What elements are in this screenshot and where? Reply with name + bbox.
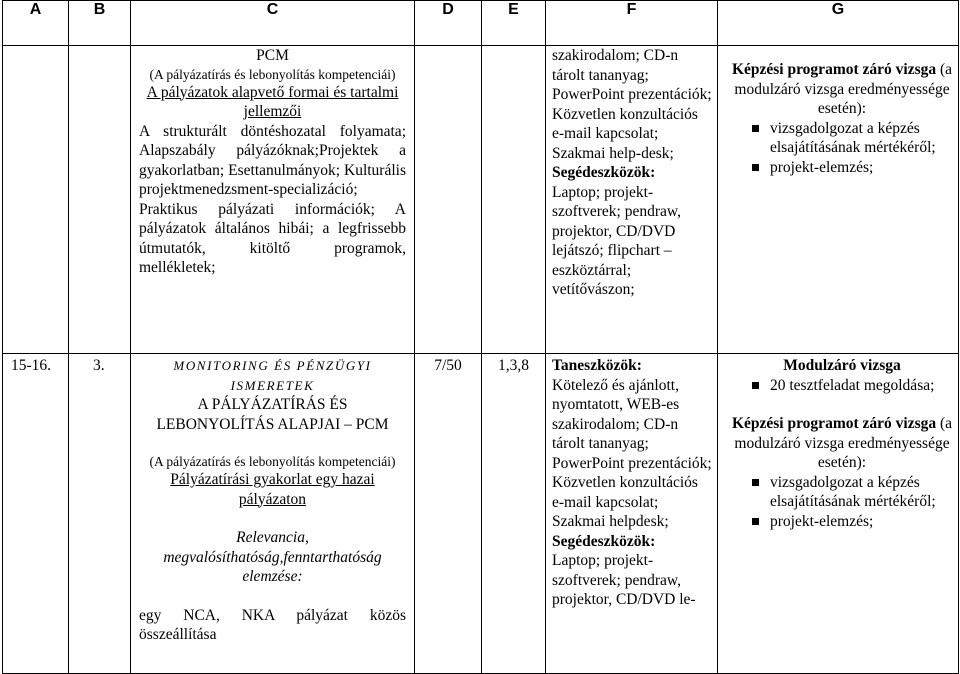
final-exam-condition: (a modulzáró vizsga eredményessége esetén): bbox=[734, 61, 953, 117]
column-header-d: D bbox=[415, 1, 482, 46]
aids-text: Laptop; projekt-szoftverek; pendraw, projektor, CD/DVD lejátszó; flipchart – eszköztárral; vetítővászon; bbox=[552, 183, 681, 298]
tools-text: szakirodalom; CD-n tárolt tananyag; PowerPoint prezentációk; Közvetlen konzultációs e-mail kapcsolat; Szakmai help-desk; bbox=[552, 47, 712, 162]
header-row bbox=[3, 1, 959, 46]
final-exam-list bbox=[726, 473, 958, 532]
topic-body: egy NCA, NKA pályázat közös összeállítása bbox=[139, 606, 406, 643]
column-header-g: G bbox=[718, 1, 959, 46]
final-exam-list bbox=[726, 119, 958, 178]
cell-b2 bbox=[69, 354, 131, 674]
competence-codes: 1,3,8 bbox=[498, 357, 529, 374]
week-range: 15-16. bbox=[11, 357, 52, 374]
topic-heading: Pályázatírási gyakorlat egy hazai pályázaton bbox=[170, 471, 375, 508]
table-row-1 bbox=[3, 46, 959, 354]
column-header-c: C bbox=[131, 1, 415, 46]
cell-c2 bbox=[131, 354, 415, 674]
final-exam-condition: (a modulzáró vizsga eredményessége esetén): bbox=[734, 415, 953, 471]
cell-e1 bbox=[482, 46, 546, 354]
analysis-note: Relevancia, megvalósíthatóság,fenntarthatóság elemzése: bbox=[163, 529, 382, 585]
final-exam-block bbox=[726, 414, 958, 473]
cell-a1 bbox=[3, 46, 69, 354]
cell-c1 bbox=[131, 46, 415, 354]
module-title: MONITORING ÉS PÉNZÜGYI ISMERETEK bbox=[173, 358, 372, 393]
module-exam-list bbox=[726, 376, 958, 396]
competence-note: (A pályázatírás és lebonyolítás kompetenciái) bbox=[149, 454, 396, 469]
column-header-a: A bbox=[3, 1, 69, 46]
cell-f1 bbox=[546, 46, 718, 354]
final-exam-block bbox=[726, 60, 958, 119]
cell-a2 bbox=[3, 354, 69, 674]
cell-e2 bbox=[482, 354, 546, 674]
topic-heading: A pályázatok alapvető formai és tartalmi jellemzői bbox=[146, 83, 399, 120]
module-code: PCM bbox=[256, 47, 289, 64]
list-item: 20 tesztfeladat megoldása; bbox=[726, 376, 958, 396]
bullet-icon bbox=[752, 382, 759, 389]
cell-b1 bbox=[69, 46, 131, 354]
curriculum-table bbox=[2, 0, 959, 674]
module-exam-label: Modulzáró vizsga bbox=[783, 357, 901, 374]
final-exam-label: Képzési programot záró vizsga bbox=[731, 415, 937, 432]
list-item: vizsgadolgozat a képzés elsajátításának mértékéről; bbox=[726, 473, 958, 512]
column-header-f: F bbox=[546, 1, 718, 46]
column-header-e: E bbox=[482, 1, 546, 46]
list-item: projekt-elemzés; bbox=[726, 158, 958, 178]
bullet-icon bbox=[752, 479, 759, 486]
tools-text: Kötelező és ajánlott, nyomtatott, WEB-es szakirodalom; CD-n tárolt tananyag; PowerPoint prezentációk; Közvetlen konzultációs e-mail kapcsolat; Szakmai helpdesk; bbox=[552, 376, 712, 530]
cell-g2 bbox=[718, 354, 959, 674]
cell-d1 bbox=[415, 46, 482, 354]
final-exam-label: Képzési programot záró vizsga bbox=[731, 61, 937, 78]
competence-note: (A pályázatírás és lebonyolítás kompetenciái) bbox=[149, 66, 396, 82]
bullet-icon bbox=[752, 518, 759, 525]
module-number: 3. bbox=[93, 357, 105, 374]
aids-text: Laptop; projekt-szoftverek; pendraw, projektor, CD/DVD le- bbox=[552, 552, 696, 608]
topic-body: A strukturált döntéshozatal folyamata; Alapszabály pályázóknak;Projektek a gyakorlatban; Esettanulmányok; Kulturális projektmenedzsment-specializáció; Praktikus pályázati információk; A pályázatok általános hibái; a legfrissebb útmutatók, kitöltő programok, mellékletek; bbox=[139, 122, 406, 276]
cell-d2 bbox=[415, 354, 482, 674]
column-header-b: B bbox=[69, 1, 131, 46]
bullet-icon bbox=[752, 125, 759, 132]
table-row-2 bbox=[3, 354, 959, 674]
bullet-icon bbox=[752, 164, 759, 171]
module-subtitle: A PÁLYÁZATÍRÁS ÉS LEBONYOLÍTÁS ALAPJAI – PCM bbox=[156, 396, 389, 433]
list-item: projekt-elemzés; bbox=[726, 512, 958, 532]
tools-label: Taneszközök: bbox=[552, 357, 642, 374]
aids-label: Segédeszközök: bbox=[552, 532, 656, 550]
hours-value: 7/50 bbox=[434, 357, 462, 374]
list-item: vizsgadolgozat a képzés elsajátításának mértékéről; bbox=[726, 119, 958, 158]
aids-label: Segédeszközök: bbox=[552, 164, 656, 181]
cell-g1 bbox=[718, 46, 959, 354]
cell-f2 bbox=[546, 354, 718, 674]
